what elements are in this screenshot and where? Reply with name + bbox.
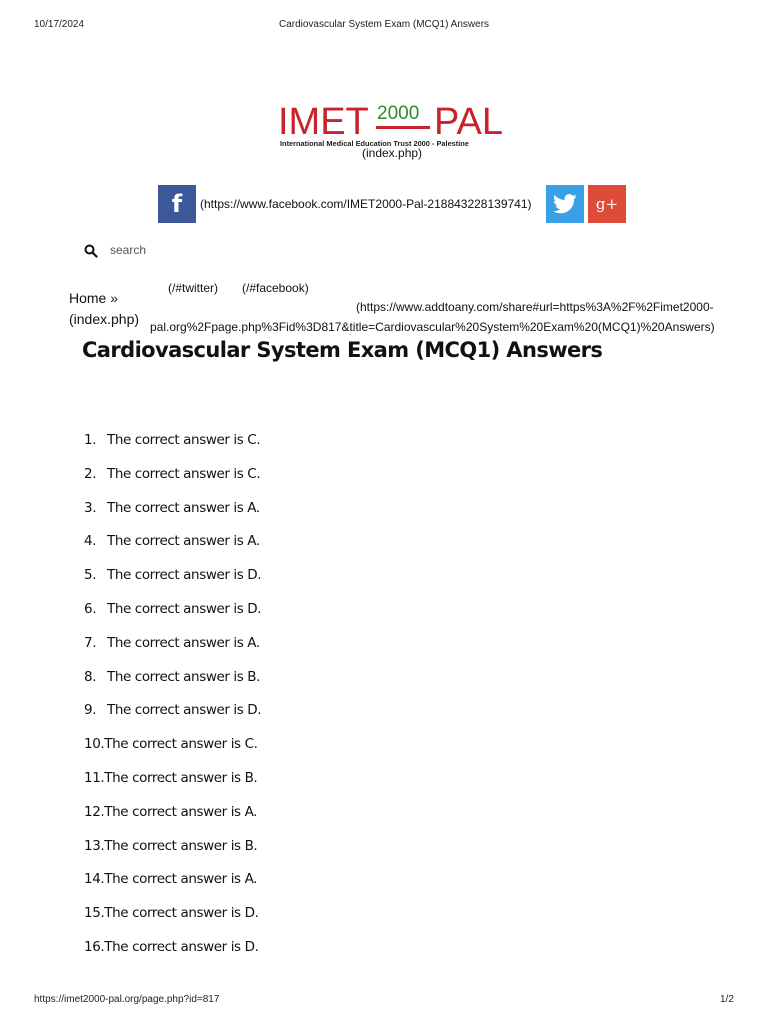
share-facebook-link[interactable]: (/#facebook) — [242, 281, 309, 295]
share-twitter-link[interactable]: (/#twitter) — [168, 281, 219, 295]
search-input[interactable] — [106, 240, 314, 260]
answer-number: 15. — [84, 905, 105, 922]
answer-number: 1. — [84, 432, 97, 448]
list-item — [84, 770, 261, 804]
share-addtoany-link-line1[interactable]: (https://www.addtoany.com/share#url=https%3A%2F%2Fimet2000- — [356, 300, 714, 314]
list-item — [84, 838, 261, 872]
answer-text: The correct answer is A. — [107, 499, 260, 516]
logo-imet-text: IMET — [278, 101, 369, 143]
list-item — [84, 500, 261, 534]
logo-link[interactable]: (index.php) — [362, 146, 423, 160]
facebook-link[interactable]: (https://www.facebook.com/IMET2000-Pal-218843228139741) — [200, 197, 532, 211]
answer-text: The correct answer is A. — [107, 634, 260, 651]
answer-text: The correct answer is B. — [104, 769, 258, 786]
answer-text: The correct answer is C. — [104, 736, 258, 753]
answer-text: The correct answer is B. — [107, 668, 261, 685]
logo-subtitle: International Medical Education Trust 2000 - Palestine — [280, 139, 469, 148]
answer-text: The correct answer is D. — [104, 905, 259, 922]
answers-list — [84, 432, 261, 973]
breadcrumb-home-link[interactable]: (index.php) — [69, 311, 140, 327]
answer-number: 13. — [84, 837, 105, 854]
answer-number: 8. — [84, 668, 97, 685]
facebook-icon[interactable]: f — [158, 185, 196, 223]
breadcrumb — [69, 288, 139, 330]
print-title: Cardiovascular System Exam (MCQ1) Answers — [278, 19, 490, 30]
twitter-bird-icon — [553, 194, 577, 214]
answer-number: 14. — [84, 871, 105, 888]
list-item — [84, 432, 261, 466]
answer-text: The correct answer is C. — [107, 432, 261, 448]
list-item — [84, 736, 261, 770]
answer-number: 5. — [84, 567, 97, 584]
answer-number: 3. — [84, 499, 97, 516]
list-item — [84, 871, 261, 905]
list-item — [84, 804, 261, 838]
twitter-icon[interactable] — [546, 185, 584, 223]
answer-text: The correct answer is D. — [107, 567, 262, 584]
share-addtoany-link-line2[interactable]: pal.org%2Fpage.php%3Fid%3D817&title=Cardiovascular%20System%20Exam%20(MCQ1)%20Answers) — [150, 320, 715, 334]
answer-number: 4. — [84, 533, 97, 550]
print-url: https://imet2000-pal.org/page.php?id=817 — [34, 994, 220, 1005]
answer-text: The correct answer is D. — [107, 702, 262, 719]
list-item — [84, 702, 261, 736]
answer-text: The correct answer is A. — [104, 871, 258, 888]
answer-number: 12. — [84, 803, 105, 820]
list-item — [84, 601, 261, 635]
answer-text: The correct answer is B. — [104, 837, 258, 854]
answer-number: 2. — [84, 465, 97, 482]
list-item — [84, 533, 261, 567]
page-title: Cardiovascular System Exam (MCQ1) Answers — [82, 338, 603, 362]
answer-text: The correct answer is D. — [107, 600, 262, 617]
googleplus-icon[interactable]: g+ — [588, 185, 626, 223]
print-date: 10/17/2024 — [34, 19, 85, 30]
list-item — [84, 567, 261, 601]
answer-number: 9. — [84, 702, 97, 719]
answer-text: The correct answer is C. — [107, 465, 261, 482]
list-item — [84, 905, 261, 939]
print-page-number: 1/2 — [720, 994, 734, 1005]
breadcrumb-home[interactable]: Home » — [69, 290, 119, 306]
answer-number: 6. — [84, 600, 97, 617]
list-item — [84, 466, 261, 500]
answer-text: The correct answer is D. — [104, 938, 259, 955]
site-logo[interactable] — [278, 102, 508, 152]
answer-text: The correct answer is A. — [104, 803, 258, 820]
answer-number: 7. — [84, 634, 97, 651]
list-item — [84, 669, 261, 703]
logo-pal-text: PAL — [434, 101, 504, 143]
list-item — [84, 939, 261, 973]
answer-number: 10. — [84, 736, 105, 753]
logo-year-text: 2000 — [377, 103, 420, 124]
search-icon[interactable] — [84, 244, 98, 258]
answer-number: 16. — [84, 938, 105, 955]
list-item — [84, 635, 261, 669]
answer-text: The correct answer is A. — [107, 533, 260, 550]
answer-number: 11. — [84, 769, 105, 786]
logo-underline — [376, 126, 430, 129]
